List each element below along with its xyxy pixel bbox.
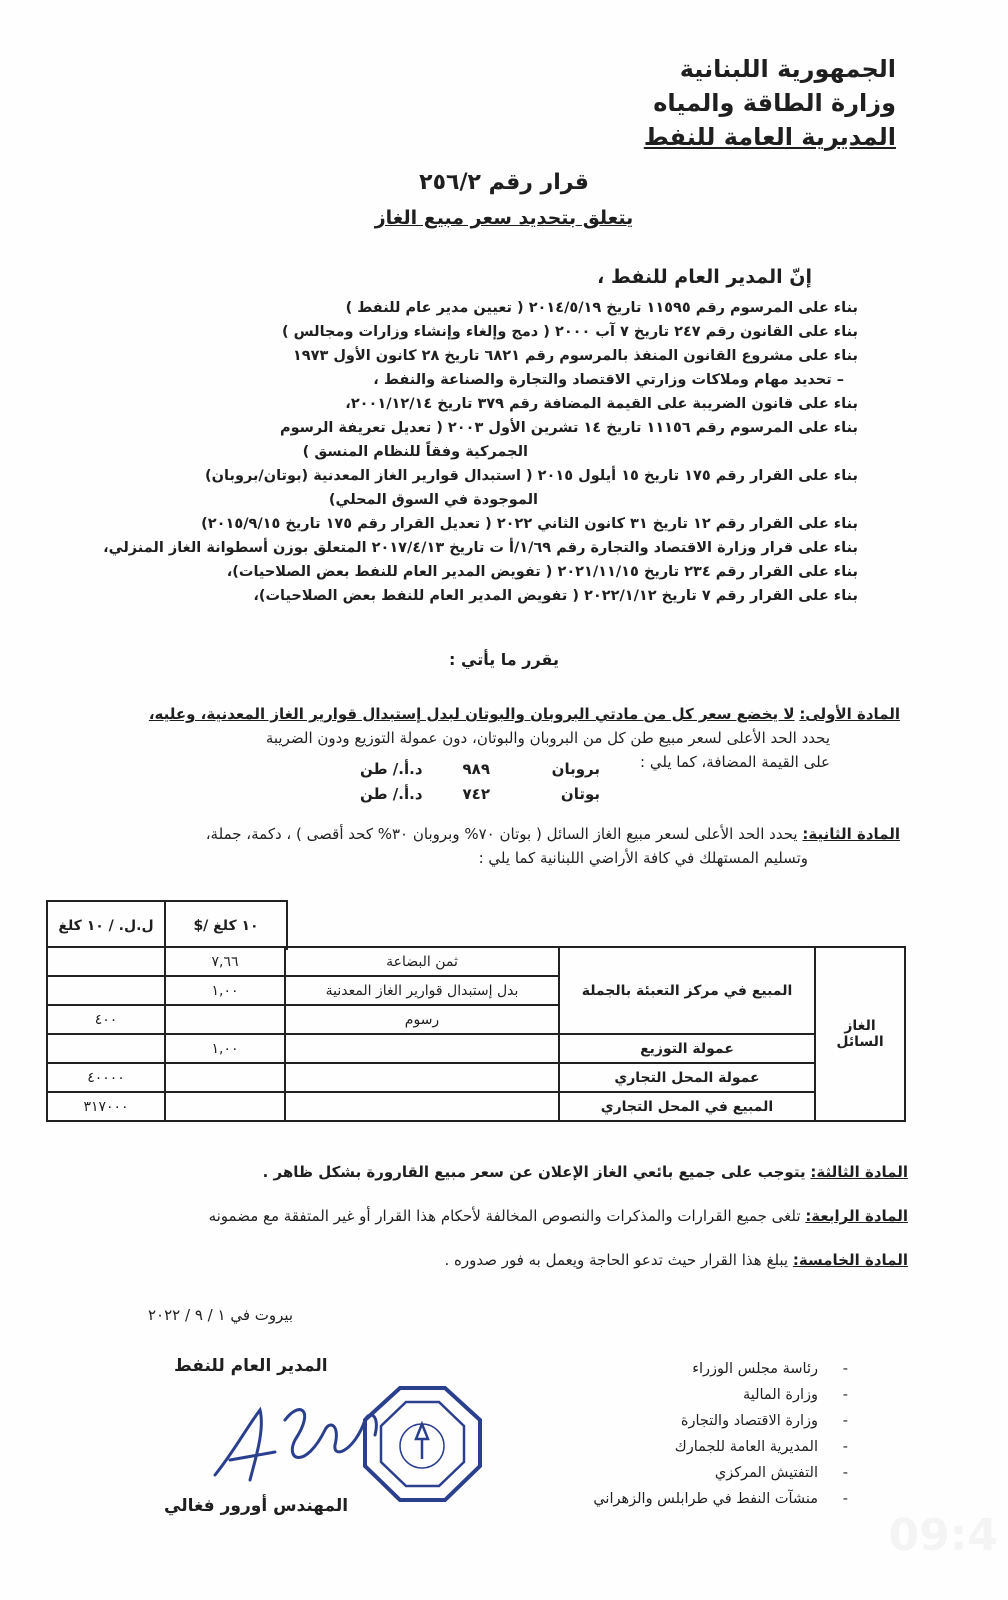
row-label: رسوم xyxy=(285,1005,559,1034)
article-2 xyxy=(100,822,900,870)
list-item: - منشآت النفط في طرابلس والزهراني xyxy=(518,1486,818,1512)
article-3 xyxy=(108,1160,908,1184)
list-item: - التفتيش المركزي xyxy=(518,1460,818,1486)
article-4 xyxy=(108,1204,908,1228)
director-intro: إنّ المدير العام للنفط ، xyxy=(597,266,812,288)
distribution-list xyxy=(518,1356,818,1512)
price-row-propane xyxy=(300,760,600,778)
gas-price-table xyxy=(46,946,906,1122)
price-product: بروبان xyxy=(551,760,600,778)
price-unit: د.أ./ طن xyxy=(359,785,423,803)
price-unit: د.أ./ طن xyxy=(359,760,423,778)
article-4-label: المادة الرابعة: xyxy=(805,1207,908,1225)
price-value: ٧٤٢ xyxy=(462,785,490,803)
table-unit-headers xyxy=(46,900,288,950)
row-label: المبيع في المحل التجاري xyxy=(559,1092,815,1121)
table-row xyxy=(47,947,905,976)
article-4-text: تلغى جميع القرارات والمذكرات والنصوص المخالفة لأحكام هذا القرار أو غير المتفقة مع مضمونه xyxy=(208,1207,801,1225)
lbp-cell xyxy=(47,947,165,976)
row-label: عمولة المحل التجاري xyxy=(559,1063,815,1092)
issue-date: بيروت في ١ / ٩ / ٢٠٢٢ xyxy=(148,1306,294,1324)
price-product: بوتان xyxy=(560,785,600,803)
basis-line: بناء على المرسوم رقم ١١١٥٦ تاريخ ١٤ تشرين الأول ٢٠٠٣ ( تعديل تعريفة الرسوم xyxy=(279,420,858,436)
lbp-cell xyxy=(47,1034,165,1063)
spacer-cell xyxy=(285,1092,559,1121)
lbp-cell: ٤٠٠٠٠ xyxy=(47,1063,165,1092)
basis-line: بناء على مشروع القانون المنفذ بالمرسوم رقم ٦٨٢١ تاريخ ٢٨ كانون الأول ١٩٧٣ xyxy=(292,348,858,364)
article-1-text-1: لا يخضع سعر كل من مادتي البروبان والبوتان لبدل إستبدال قوارير الغاز المعدنية، وعليه، xyxy=(148,705,795,723)
usd-cell xyxy=(165,1092,285,1121)
list-item: - وزارة الاقتصاد والتجارة xyxy=(518,1408,818,1434)
basis-line: بناء على القرار رقم ١٢ تاريخ ٣١ كانون الثاني ٢٠٢٢ ( تعديل القرار رقم ١٧٥ تاريخ ٢٠١٥/٩/١٥) xyxy=(201,516,858,532)
row-label: عمولة التوزيع xyxy=(559,1034,815,1063)
article-5-label: المادة الخامسة: xyxy=(792,1251,908,1269)
decision-number: قرار رقم ٢٥٦/٢ xyxy=(419,170,589,195)
article-1-label: المادة الأولى: xyxy=(799,705,900,723)
article-3-text: يتوجب على جميع بائعي الغاز الإعلان عن سعر مبيع القارورة بشكل ظاهر . xyxy=(262,1163,806,1181)
legal-bases xyxy=(98,296,858,608)
list-item: - المديرية العامة للجمارك xyxy=(518,1434,818,1460)
overlay-clock: 09:4 xyxy=(888,1510,998,1561)
price-value: ٩٨٩ xyxy=(462,760,490,778)
article-2-label: المادة الثانية: xyxy=(802,825,900,843)
col-header-lbp: ل.ل. / ١٠ كلغ xyxy=(58,918,154,934)
basis-line: الجمركية وفقاً للنظام المنسق ) xyxy=(302,444,528,460)
republic-name: الجمهورية اللبنانية xyxy=(679,55,896,83)
decides-heading: يقرر ما يأتي : xyxy=(449,650,559,669)
official-stamp-icon xyxy=(360,1384,485,1504)
list-item: - وزارة المالية xyxy=(518,1382,818,1408)
basis-line: – تحديد مهام وملاكات وزارتي الاقتصاد والتجارة والصناعة والنفط ، xyxy=(373,372,844,388)
row-label: ثمن البضاعة xyxy=(285,947,559,976)
basis-line: الموجودة في السوق المحلي) xyxy=(328,492,538,508)
article-1-text-3: على القيمة المضافة، كما يلي : xyxy=(640,753,830,771)
table-row xyxy=(47,1092,905,1121)
usd-cell: ١,٠٠ xyxy=(165,976,285,1005)
usd-cell xyxy=(165,1063,285,1092)
table-row xyxy=(47,1034,905,1063)
basis-line: بناء على القرار رقم ٢٣٤ تاريخ ٢٠٢١/١١/١٥ ( تفويض المدير العام للنفط بعض الصلاحيات)، xyxy=(226,564,858,580)
basis-line: بناء على قرار وزارة الاقتصاد والتجارة رقم ١/٦٩/أ ت تاريخ ٢٠١٧/٤/١٣ المتعلق بوزن أسطوانة الغاز المنزلي، xyxy=(103,540,858,556)
price-row-butane xyxy=(300,785,600,803)
basis-line: بناء على القرار رقم ١٧٥ تاريخ ١٥ أيلول ٢٠١٥ ( استبدال قوارير الغاز المعدنية (بوتان/بروبان) xyxy=(205,468,858,484)
usd-cell xyxy=(165,1005,285,1034)
decision-subject: يتعلق بتحديد سعر مبيع الغاز xyxy=(374,207,634,229)
article-2-text-2: وتسليم المستهلك في كافة الأراضي اللبنانية كما يلي : xyxy=(478,849,808,867)
signatory-name: المهندس أورور فغالي xyxy=(164,1496,349,1516)
row-label: بدل إستبدال قوارير الغاز المعدنية xyxy=(285,976,559,1005)
wholesale-group-cell: المبيع في مركز التعبئة بالجملة xyxy=(559,947,815,1034)
usd-cell: ٧,٦٦ xyxy=(165,947,285,976)
article-3-label: المادة الثالثة: xyxy=(810,1163,908,1181)
list-item: - رئاسة مجلس الوزراء xyxy=(518,1356,818,1382)
article-5 xyxy=(108,1248,908,1272)
article-1-text-2: يحدد الحد الأعلى لسعر مبيع طن كل من البروبان والبوتان، دون عمولة التوزيع ودون الضريبة xyxy=(265,729,830,747)
basis-line: بناء على القانون رقم ٢٤٧ تاريخ ٧ آب ٢٠٠٠ ( دمج وإلغاء وإنشاء وزارات ومجالس ) xyxy=(281,324,858,340)
table-row xyxy=(47,1063,905,1092)
signatory-title: المدير العام للنفط xyxy=(174,1356,328,1376)
basis-line: بناء على قانون الضريبة على القيمة المضافة رقم ٣٧٩ تاريخ ٢٠٠١/١٢/١٤، xyxy=(345,396,858,412)
col-header-usd: $/ ١٠ كلغ xyxy=(164,902,286,950)
letterhead xyxy=(576,52,896,154)
ministry-name: وزارة الطاقة والمياه xyxy=(653,89,896,117)
article-5-text: يبلغ هذا القرار حيث تدعو الحاجة ويعمل به فور صدوره . xyxy=(444,1251,789,1269)
lbp-cell: ٣١٧٠٠٠ xyxy=(47,1092,165,1121)
lbp-cell xyxy=(47,976,165,1005)
product-cell: الغاز السائل xyxy=(815,947,905,1121)
spacer-cell xyxy=(285,1034,559,1063)
directorate-name: المديرية العامة للنفط xyxy=(643,123,896,151)
article-2-text-1: يحدد الحد الأعلى لسعر مبيع الغاز السائل ( بوتان ٧٠% وبروبان ٣٠% كحد أقصى ) ، دكمة، جملة، xyxy=(205,825,798,843)
basis-line: بناء على القرار رقم ٧ تاريخ ٢٠٢٢/١/١٢ ( تفويض المدير العام للنفط بعض الصلاحيات)، xyxy=(253,588,858,604)
spacer-cell xyxy=(285,1063,559,1092)
usd-cell: ١,٠٠ xyxy=(165,1034,285,1063)
lbp-cell: ٤٠٠ xyxy=(47,1005,165,1034)
basis-line: بناء على المرسوم رقم ١١٥٩٥ تاريخ ٢٠١٤/٥/١٩ ( تعيين مدير عام للنفط ) xyxy=(345,300,858,316)
